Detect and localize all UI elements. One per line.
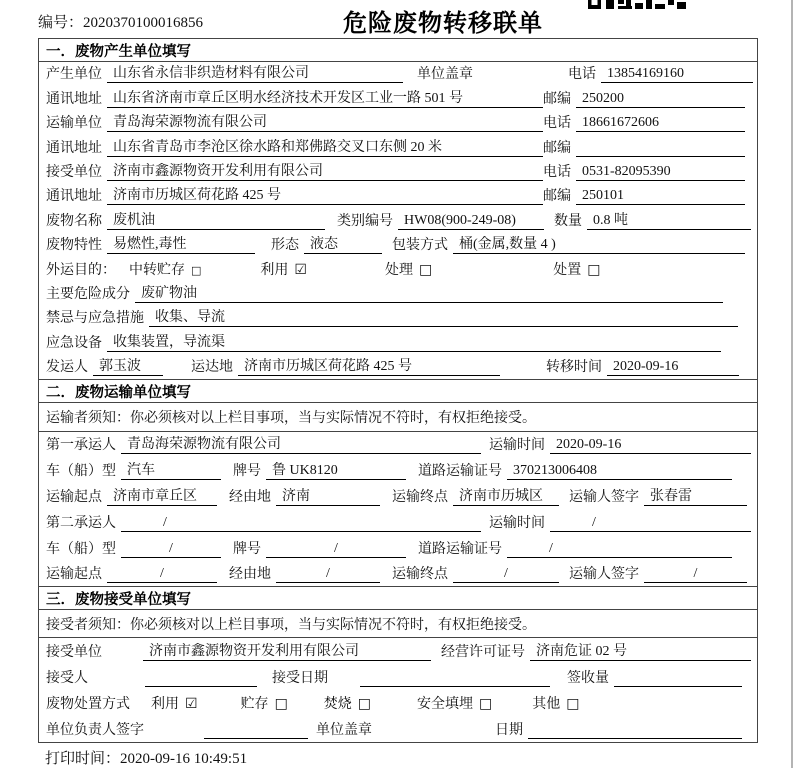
- purpose-option-dispose-label: 处置: [553, 262, 582, 278]
- carrier1-plate-value: 鲁 UK8120: [266, 462, 406, 480]
- dispatcher-label: 发运人: [46, 360, 88, 376]
- transporter-notice: 运输者须知：你必须核对以上栏目事项，当与实际情况不符时，有权拒绝接受。: [39, 403, 757, 432]
- emergency-row: [39, 306, 757, 330]
- producer-zip-value: 250200: [576, 90, 745, 108]
- transport-zip-value: [576, 140, 745, 157]
- receive-unit-label: 接受单位: [46, 164, 102, 180]
- receive-address-value: 济南市历城区荷花路 425 号: [107, 187, 543, 205]
- transport-address-row: [39, 135, 757, 159]
- checkbox-unchecked-icon: □: [418, 261, 433, 278]
- carrier2-origin-value: /: [107, 565, 217, 583]
- disposal-option-incinerate: [324, 696, 371, 713]
- seal-date-label: 日期: [495, 723, 523, 739]
- checkbox-unchecked-icon: □: [566, 696, 580, 713]
- producer-phone-label: 电话: [568, 67, 596, 83]
- carrier1-value: 青岛海荣源物流有限公司: [121, 436, 481, 454]
- receiver-unit-row: [39, 638, 757, 664]
- page-edge-line: [791, 0, 793, 768]
- waste-props-label: 废物特性: [46, 238, 102, 254]
- purpose-option-utilize: [260, 262, 307, 279]
- waste-category-value: HW08(900-249-08): [398, 212, 544, 230]
- transfer-time-label: 转移时间: [546, 360, 602, 376]
- qr-code-fragment-icon: [588, 0, 686, 9]
- emergency-label: 禁忌与应急措施: [46, 311, 144, 327]
- carrier2-end-label: 运输终点: [392, 567, 448, 583]
- carrier2-via-value: /: [276, 565, 380, 583]
- receiver-seal-label: 单位盖章: [316, 723, 372, 739]
- document-number-label: 编号：: [38, 15, 84, 31]
- waste-name-label: 废物名称: [46, 213, 102, 229]
- license-value: 济南危证 02 号: [530, 643, 751, 661]
- purpose-option-dispose: [553, 262, 600, 279]
- manifest-form: [38, 38, 758, 743]
- checkbox-checked-icon: ☑: [294, 261, 307, 278]
- carrier2-route-row: [39, 561, 757, 587]
- section2-title: 二．废物运输单位填写: [39, 379, 757, 403]
- document-header: [0, 0, 796, 38]
- checkbox-unchecked-icon: □: [274, 696, 288, 713]
- disposal-option-storage: [241, 696, 288, 713]
- purpose-option-transfer-storage-label: 中转贮存: [129, 262, 185, 278]
- carrier2-time-value: /: [550, 514, 751, 532]
- dispatcher-value: 郭玉波: [93, 358, 163, 376]
- transport-zip-label: 邮编: [543, 140, 571, 156]
- destination-label: 运达地: [191, 360, 233, 376]
- producer-address-row: [39, 86, 757, 110]
- print-time: [45, 747, 247, 768]
- carrier1-time-label: 运输时间: [489, 438, 545, 454]
- carrier2-permit-value: /: [507, 540, 732, 558]
- emergency-value: 收集、导流: [149, 309, 738, 327]
- waste-form-value: 液态: [304, 236, 382, 254]
- carrier2-origin-label: 运输起点: [46, 567, 102, 583]
- disposal-option-incinerate-label: 焚烧: [323, 697, 352, 713]
- carrier1-origin-label: 运输起点: [46, 489, 102, 505]
- disposal-option-other-label: 其他: [532, 697, 561, 713]
- carrier2-time-label: 运输时间: [489, 515, 545, 531]
- producer-unit-label: 产生单位: [46, 67, 102, 83]
- carrier2-via-label: 经由地: [229, 567, 271, 583]
- purpose-row: [39, 257, 757, 281]
- print-time-label: 打印时间：: [45, 751, 121, 767]
- carrier1-vehicle-label: 车（船）型: [46, 464, 116, 480]
- carrier2-name-row: [39, 509, 757, 535]
- transport-unit-row: [39, 111, 757, 135]
- receive-address-label: 通讯地址: [46, 189, 102, 205]
- producer-address-value: 山东省济南市章丘区明水经济技术开发区工业一路 501 号: [107, 90, 543, 108]
- carrier2-plate-label: 牌号: [233, 541, 261, 557]
- document-number-value: 2020370100016856: [83, 15, 204, 31]
- producer-address-label: 通讯地址: [46, 91, 102, 107]
- carrier2-plate-value: /: [266, 540, 406, 558]
- transport-phone-value: 18661672606: [576, 114, 745, 132]
- producer-phone-value: 13854169160: [601, 65, 753, 83]
- dispatch-row: [39, 355, 757, 379]
- carrier2-vehicle-row: [39, 535, 757, 561]
- receive-unit-value: 济南市鑫源物资开发利用有限公司: [107, 163, 543, 181]
- disposal-option-landfill-label: 安全填埋: [417, 697, 474, 713]
- carrier2-label: 第二承运人: [46, 515, 116, 531]
- receipt-date-value: [360, 670, 550, 687]
- hazard-row: [39, 282, 757, 306]
- responsible-sign-label: 单位负责人签字: [46, 723, 144, 739]
- checkbox-unchecked-icon: □: [479, 696, 493, 713]
- receive-zip-value: 250101: [576, 187, 745, 205]
- checkbox-unchecked-icon: □: [587, 261, 601, 278]
- checkbox-unchecked-icon: □: [191, 263, 202, 277]
- carrier2-sign-value: /: [644, 565, 747, 583]
- disposal-label: 废物处置方式: [46, 697, 130, 713]
- hazard-label: 主要危险成分: [46, 286, 130, 302]
- carrier1-permit-value: 370213006408: [507, 462, 732, 480]
- disposal-option-landfill: [417, 696, 492, 713]
- checkbox-checked-icon: ☑: [185, 696, 198, 713]
- transport-unit-value: 青岛海荣源物流有限公司: [107, 114, 543, 132]
- equipment-value: 收集装置，导流渠: [107, 334, 721, 352]
- receive-zip-label: 邮编: [543, 189, 571, 205]
- disposal-row: [39, 690, 757, 716]
- carrier2-sign-label: 运输人签字: [569, 567, 639, 583]
- equipment-row: [39, 330, 757, 354]
- carrier1-origin-value: 济南市章丘区: [107, 488, 217, 506]
- page-title: 危险废物转移联单: [343, 10, 543, 37]
- receiver-person-value: [145, 670, 257, 687]
- checkbox-unchecked-icon: □: [357, 696, 372, 713]
- carrier2-vehicle-label: 车（船）型: [46, 541, 116, 557]
- transport-unit-label: 运输单位: [46, 116, 102, 132]
- carrier1-name-row: [39, 432, 757, 458]
- carrier1-label: 第一承运人: [46, 438, 116, 454]
- carrier1-route-row: [39, 483, 757, 509]
- unit-seal-label: 单位盖章: [417, 67, 473, 83]
- waste-qty-value: 0.8 吨: [587, 212, 751, 230]
- transport-address-label: 通讯地址: [46, 140, 102, 156]
- responsible-sign-value: [204, 722, 308, 739]
- receipt-row: [39, 664, 757, 690]
- receiver-notice: 接受者须知：你必须核对以上栏目事项，当与实际情况不符时，有权拒绝接受。: [39, 610, 757, 638]
- carrier2-end-value: /: [453, 565, 559, 583]
- receive-unit-row: [39, 160, 757, 184]
- waste-props-value: 易燃性,毒性: [107, 236, 255, 254]
- transport-address-value: 山东省青岛市李沧区徐水路和郑佛路交叉口东侧 20 米: [107, 139, 543, 157]
- hazard-value: 废矿物油: [135, 285, 723, 303]
- carrier1-permit-label: 道路运输证号: [418, 464, 502, 480]
- carrier2-vehicle-value: /: [121, 540, 221, 558]
- waste-pack-value: 桶(金属,数量 4 ): [453, 236, 745, 254]
- producer-unit-row: [39, 62, 757, 86]
- disposal-option-other: [532, 696, 579, 713]
- receipt-date-label: 接受日期: [272, 671, 328, 687]
- transport-phone-label: 电话: [543, 116, 571, 132]
- carrier1-end-value: 济南市历城区: [453, 488, 559, 506]
- receive-phone-value: 0531-82095390: [576, 163, 745, 181]
- producer-zip-label: 邮编: [543, 91, 571, 107]
- carrier1-sign-label: 运输人签字: [569, 489, 639, 505]
- signature-row: [39, 716, 757, 742]
- receiver-person-label: 接受人: [46, 671, 88, 687]
- carrier2-permit-label: 道路运输证号: [418, 541, 502, 557]
- carrier1-time-value: 2020-09-16: [550, 436, 751, 454]
- seal-date-value: [528, 722, 742, 739]
- purpose-option-utilize-label: 利用: [260, 262, 289, 278]
- carrier1-vehicle-row: [39, 457, 757, 483]
- waste-qty-label: 数量: [554, 213, 582, 229]
- producer-unit-value: 山东省永信非织造材料有限公司: [107, 65, 403, 83]
- purpose-label: 外运目的：: [46, 262, 116, 278]
- waste-form-label: 形态: [271, 238, 299, 254]
- equipment-label: 应急设备: [46, 335, 102, 351]
- waste-name-value: 废机油: [107, 212, 325, 230]
- received-qty-label: 签收量: [567, 671, 609, 687]
- license-label: 经营许可证号: [441, 645, 525, 661]
- disposal-option-utilize-label: 利用: [151, 697, 179, 713]
- carrier1-via-value: 济南: [276, 488, 380, 506]
- disposal-option-utilize: [151, 696, 198, 713]
- print-time-value: 2020-09-16 10:49:51: [120, 751, 248, 767]
- receiver-unit-value: 济南市鑫源物资开发利用有限公司: [143, 643, 431, 661]
- destination-value: 济南市历城区荷花路 425 号: [238, 358, 500, 376]
- received-qty-value: [614, 670, 742, 687]
- carrier1-via-label: 经由地: [229, 489, 271, 505]
- carrier2-value: /: [121, 514, 481, 532]
- receive-address-row: [39, 184, 757, 208]
- carrier1-plate-label: 牌号: [233, 464, 261, 480]
- section1-title: 一．废物产生单位填写: [39, 39, 757, 62]
- carrier1-vehicle-value: 汽车: [121, 462, 221, 480]
- waste-pack-label: 包装方式: [392, 238, 448, 254]
- purpose-option-treat-label: 处理: [384, 262, 413, 278]
- purpose-option-transfer-storage: [129, 262, 201, 279]
- receive-phone-label: 电话: [543, 164, 571, 180]
- disposal-option-storage-label: 贮存: [240, 697, 269, 713]
- waste-name-row: [39, 208, 757, 232]
- waste-category-label: 类别编号: [337, 213, 393, 229]
- carrier1-end-label: 运输终点: [392, 489, 448, 505]
- waste-props-row: [39, 233, 757, 257]
- section3-title: 三．废物接受单位填写: [39, 586, 757, 610]
- receiver-unit-label: 接受单位: [46, 645, 102, 661]
- purpose-option-treat: [385, 262, 432, 279]
- carrier1-sign-value: 张春雷: [644, 488, 747, 506]
- transfer-time-value: 2020-09-16: [607, 358, 739, 376]
